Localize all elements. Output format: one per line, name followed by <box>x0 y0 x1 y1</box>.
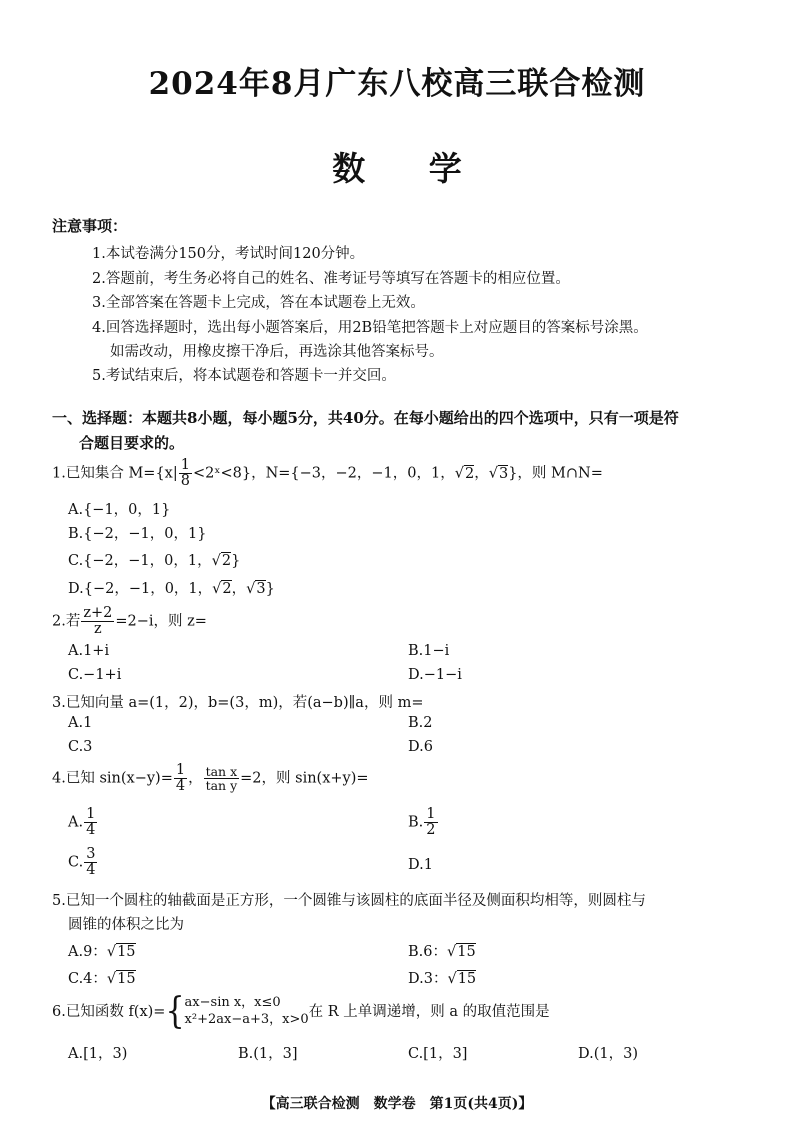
q4-option-a <box>68 807 98 838</box>
sqrt-symbol: √ <box>212 581 222 597</box>
q1-text: <2ˣ<8}，N={−3，−2，−1，0，1， <box>192 465 455 482</box>
radicand: 15 <box>457 971 477 987</box>
q4-option-d: D.1 <box>408 857 433 873</box>
sqrt-symbol: √ <box>447 944 457 960</box>
option-text: C.{−2，−1，0，1， <box>68 553 212 569</box>
q6-option-a: A.[1，3) <box>68 1046 128 1062</box>
q2-option-a: A.1+i <box>68 643 110 659</box>
q1-frac-num: 1 <box>180 457 190 473</box>
note-item: 5.考试结束后，将本试题卷和答题卡一并交回。 <box>92 368 396 384</box>
sqrt-symbol: √ <box>454 465 464 482</box>
option-text: B.6： <box>408 944 447 960</box>
piecewise-cases <box>185 995 309 1029</box>
q4-fraction-1 <box>174 763 187 794</box>
frac-den: 2 <box>426 822 436 839</box>
question-4-stem <box>52 763 369 794</box>
option-fraction <box>84 807 97 838</box>
frac-den: 4 <box>175 778 186 795</box>
frac-num: 1 <box>175 762 186 778</box>
q2-frac-num: z+2 <box>83 605 113 621</box>
option-text: C.4： <box>68 971 107 987</box>
sqrt-symbol: √ <box>447 971 457 987</box>
q5-option-b <box>408 940 476 961</box>
radicand: 15 <box>117 944 136 960</box>
subject-title: 数 学 <box>332 149 488 188</box>
q1-text: 1.已知集合 M={x| <box>52 465 178 482</box>
option-text: } <box>231 553 241 569</box>
q2-frac-den: z <box>94 621 102 638</box>
q4-option-b <box>408 807 439 838</box>
question-6-stem <box>52 990 550 1033</box>
q4-option-c <box>68 847 98 878</box>
option-text: A.9： <box>68 944 107 960</box>
q1-fraction <box>179 458 192 489</box>
q4-fraction-2 <box>204 765 240 792</box>
q5-option-a <box>68 940 136 961</box>
q5-option-c <box>68 967 136 988</box>
case-line: x²+2ax−a+3，x>0 <box>184 1011 309 1027</box>
frac-den: tan y <box>205 778 238 794</box>
frac-num: 3 <box>86 846 96 862</box>
left-brace: { <box>165 990 185 1033</box>
question-5-stem: 5.已知一个圆柱的轴截面是正方形，一个圆锥与该圆柱的底面半径及侧面积均相等，则圆柱与 <box>52 893 646 909</box>
q4-text: 4.已知 sin(x−y)= <box>52 770 173 787</box>
q6-text: 6.已知函数 f(x)= <box>52 1003 166 1020</box>
question-1-stem <box>52 458 603 489</box>
option-label: B. <box>408 814 424 831</box>
frac-num: tan x <box>205 764 238 780</box>
q4-text: =2，则 sin(x+y)= <box>240 770 369 787</box>
sqrt-symbol: √ <box>106 944 117 960</box>
note-item: 4.回答选择题时，选出每小题答案后，用2B铅笔把答题卡上对应题目的答案标号涂黑。 <box>92 320 648 336</box>
sqrt-symbol: √ <box>106 971 117 987</box>
note-item: 如需改动，用橡皮擦干净后，再选涂其他答案标号。 <box>110 344 444 360</box>
q3-option-c: C.3 <box>68 739 93 755</box>
option-text: D.{−2，−1，0，1， <box>68 581 213 597</box>
question-2-stem <box>52 606 207 637</box>
radicand: 2 <box>222 581 232 597</box>
q2-text: =2−i，则 z= <box>115 613 207 630</box>
q2-option-b: B.1−i <box>408 643 450 659</box>
frac-num: 1 <box>426 806 436 822</box>
question-3-stem: 3.已知向量 a=(1，2)，b=(3，m)，若(a−b)∥a，则 m= <box>52 695 424 711</box>
q1-text: }，则 M∩N= <box>508 465 603 482</box>
case-line: ax−sin x，x≤0 <box>184 995 281 1010</box>
option-text: D.3： <box>408 971 448 987</box>
radicand: 2 <box>221 553 232 569</box>
q3-option-d: D.6 <box>408 739 433 755</box>
question-5-stem-cont: 圆锥的体积之比为 <box>68 917 184 933</box>
radicand: 3 <box>256 581 266 597</box>
sqrt-symbol: √ <box>211 553 221 569</box>
q1-option-b: B.{−2，−1，0，1} <box>68 526 207 542</box>
sqrt-symbol: √ <box>246 581 256 597</box>
section-heading: 一、选择题：本题共8小题，每小题5分，共40分。在每小题给出的四个选项中，只有一项是符 <box>52 409 679 427</box>
comma: ， <box>231 581 247 597</box>
option-fraction <box>424 807 437 838</box>
note-item: 2.答题前，考生务必将自己的姓名、准考证号等填写在答题卡的相应位置。 <box>92 271 570 287</box>
q6-option-d: D.(1，3) <box>578 1046 638 1062</box>
q6-option-c: C.[1，3] <box>408 1046 468 1062</box>
option-label: A. <box>68 814 84 831</box>
comma: ， <box>474 465 489 482</box>
q5-option-d <box>408 967 476 988</box>
exam-title: 2024年8月广东八校高三联合检测 <box>148 66 646 102</box>
q1-frac-den: 8 <box>180 473 190 490</box>
q1-option-a: A.{−1，0，1} <box>68 502 171 518</box>
q2-option-d: D.−1−i <box>408 667 462 683</box>
option-label: C. <box>68 854 84 871</box>
q3-option-a: A.1 <box>68 715 93 731</box>
radicand: 2 <box>464 465 475 482</box>
q4-text: ， <box>188 770 203 787</box>
note-item: 1.本试卷满分150分，考试时间120分钟。 <box>92 246 365 262</box>
frac-num: 1 <box>86 806 96 822</box>
q3-option-b: B.2 <box>408 715 433 731</box>
q6-text: 在 R 上单调递增，则 a 的取值范围是 <box>308 1003 550 1020</box>
frac-den: 4 <box>86 862 96 879</box>
radicand: 15 <box>117 971 136 987</box>
q1-option-c <box>68 549 240 570</box>
page-footer: 【高三联合检测 数学卷 第1页(共4页)】 <box>261 1096 533 1112</box>
q1-option-d <box>68 577 275 598</box>
notes-heading: 注意事项： <box>52 217 128 235</box>
q6-option-b: B.(1，3] <box>238 1046 298 1062</box>
sqrt-symbol: √ <box>488 465 498 482</box>
radicand: 3 <box>498 465 509 482</box>
frac-den: 4 <box>86 822 96 839</box>
q2-option-c: C.−1+i <box>68 667 122 683</box>
q2-fraction <box>81 606 114 637</box>
option-text: } <box>265 581 275 597</box>
option-fraction <box>84 847 97 878</box>
q2-text: 2.若 <box>52 613 81 630</box>
radicand: 15 <box>457 944 476 960</box>
section-heading-cont: 合题目要求的。 <box>79 434 185 452</box>
note-item: 3.全部答案在答题卡上完成，答在本试题卷上无效。 <box>92 295 425 311</box>
